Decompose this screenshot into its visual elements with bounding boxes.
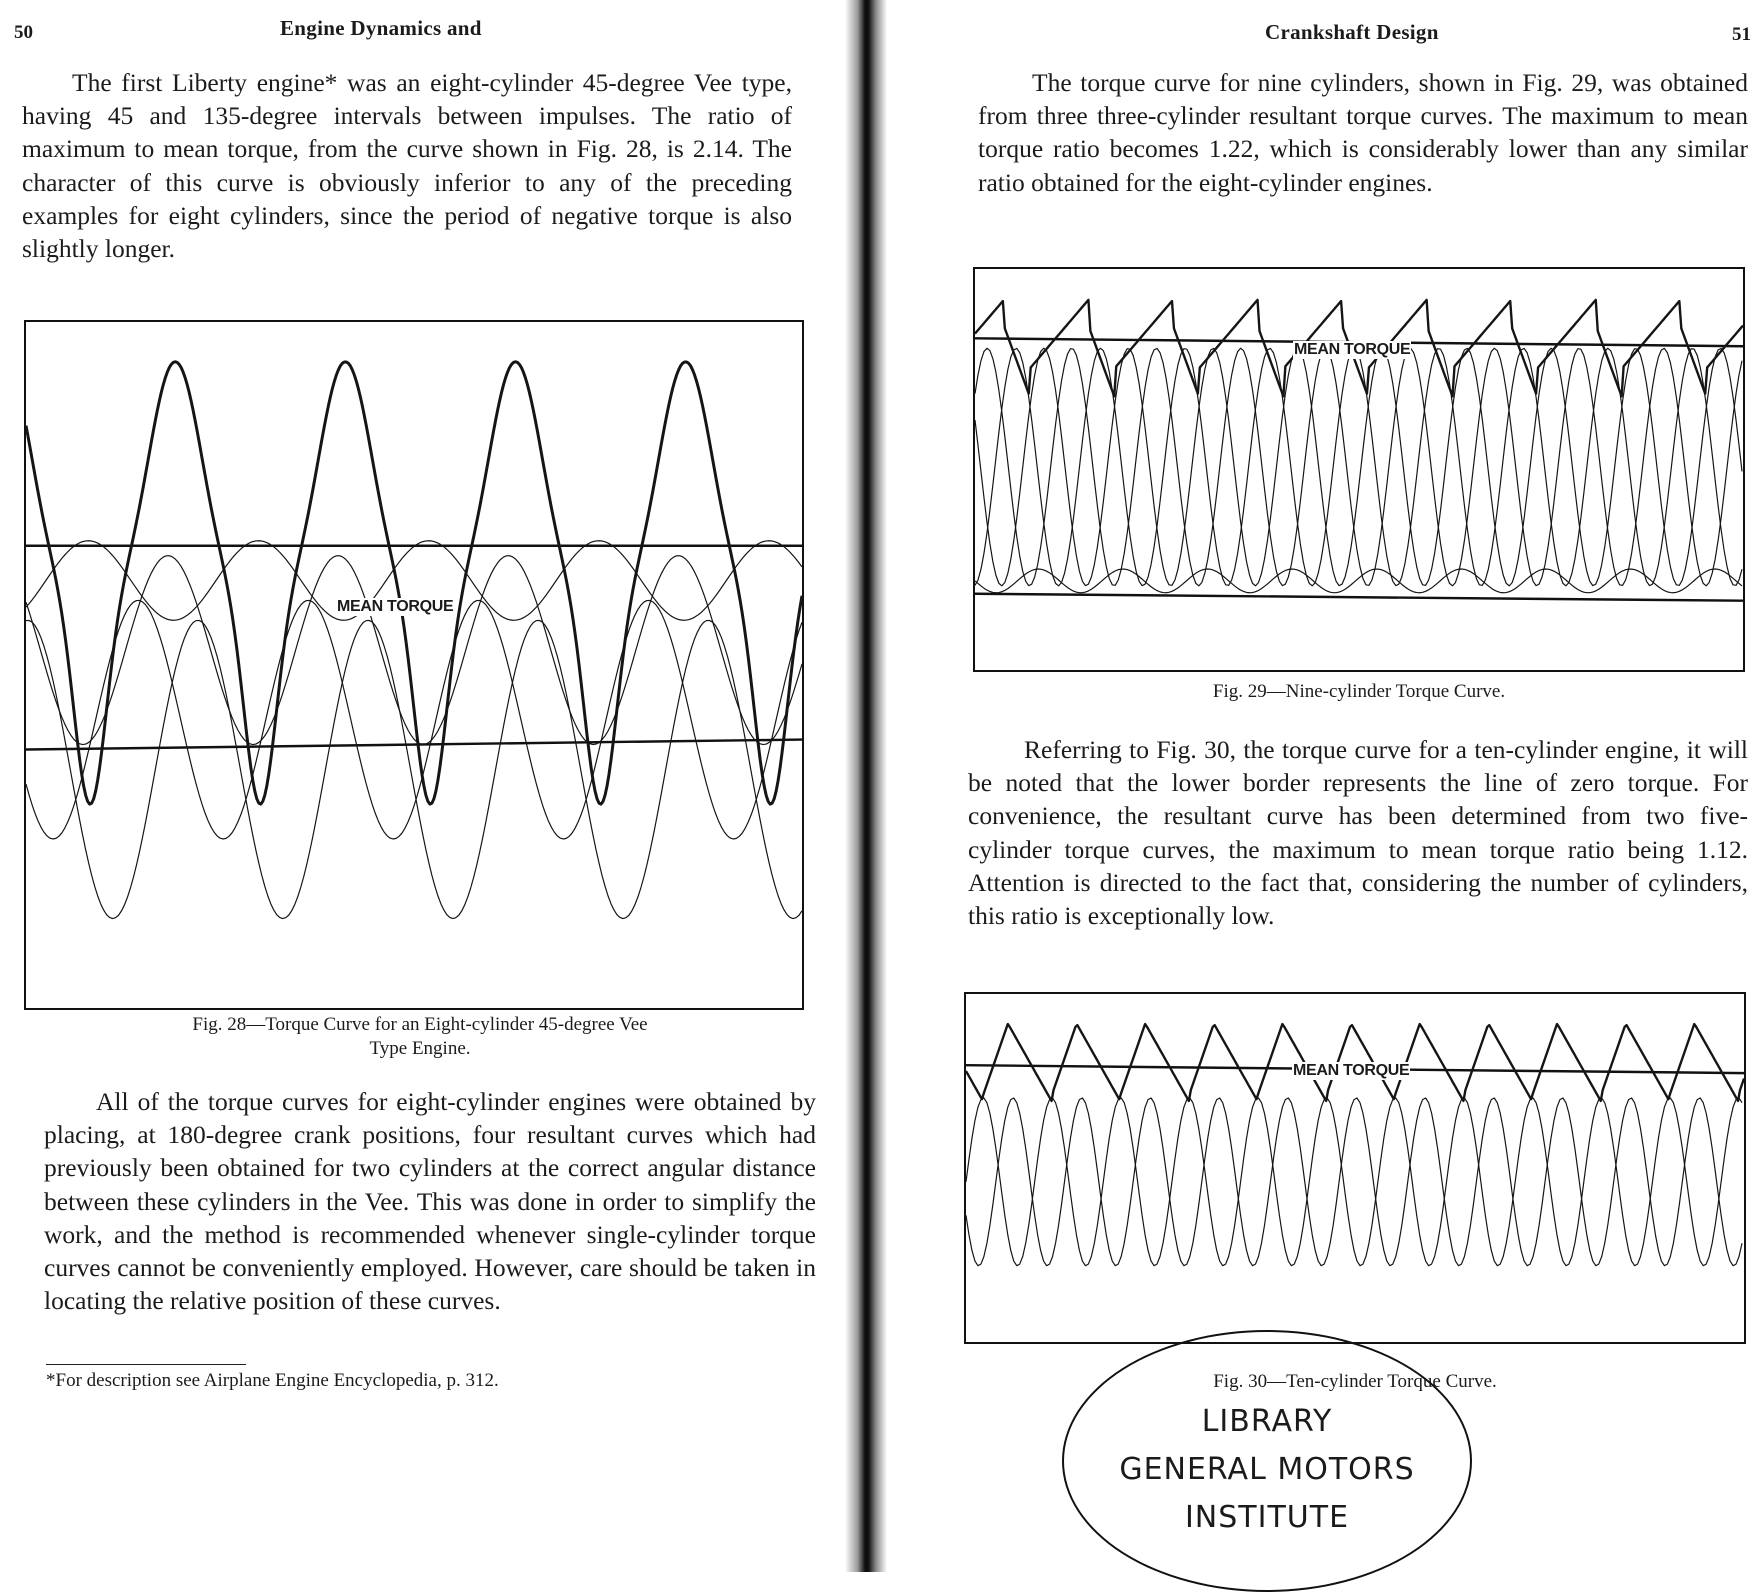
figure-28-torque-chart	[24, 320, 804, 1010]
page-number: 51	[1732, 24, 1751, 45]
mean-torque-label: MEAN TORQUE	[1294, 341, 1411, 358]
zero-torque-line	[975, 594, 1743, 601]
caption-line: Fig. 28—Torque Curve for an Eight-cylinder 45-degree Vee	[192, 1014, 648, 1035]
figure-29-torque-chart	[973, 267, 1745, 672]
figure-28-curves	[26, 322, 802, 1008]
paragraph: Referring to Fig. 30, the torque curve for a ten-cylinder engine, it will be noted that the lower border represents the line of zero torque. For convenience, the resultant curve has been determined from two five-cylinder torque curves, the maximum to mean torque ratio being 1.12. Attention is directed to the fact that, considering the number of cylinders, this ratio is exceptionally low.	[968, 735, 1748, 931]
mean-torque-label: MEAN TORQUE	[337, 598, 454, 615]
left-page	[0, 0, 860, 1572]
running-head: Engine Dynamics and	[280, 16, 482, 40]
footnote: *For description see Airplane Engine Encyclopedia, p. 312.	[46, 1370, 499, 1391]
mean-torque-label: MEAN TORQUE	[1293, 1062, 1410, 1079]
stamp-text: GENERAL MOTORS	[1119, 1452, 1415, 1487]
stamp-text: LIBRARY	[1201, 1404, 1333, 1439]
paragraph: The torque curve for nine cylinders, shown in Fig. 29, was obtained from three three-cylinder resultant torque curves. The maximum to mean torque ratio becomes 1.22, which is considerably lower than any similar ratio obtained for the eight-cylinder engines.	[978, 68, 1748, 197]
running-head: Crankshaft Design	[1265, 20, 1439, 44]
figure-caption: Fig. 30—Ten-cylinder Torque Curve.	[1213, 1371, 1497, 1392]
caption-line: Type Engine.	[369, 1038, 471, 1059]
page-number: 50	[14, 22, 33, 43]
paragraph: The first Liberty engine* was an eight-cylinder 45-degree Vee type, having 45 and 135-degree intervals between impulses. The ratio of maximum to mean torque, from the curve shown in Fig. 28, is 2.14. The character of this curve is obviously inferior to any of the preceding examples for eight cylinders, since the period of negative torque is also slightly longer.	[22, 68, 792, 264]
figure-30-curves	[966, 994, 1744, 1342]
figure-30-torque-chart	[964, 992, 1746, 1344]
zero-torque-line	[26, 740, 802, 750]
resultant-torque-curve	[26, 362, 802, 804]
figure-29-curves	[975, 269, 1743, 670]
component-curve	[26, 620, 802, 918]
library-stamp	[1062, 1330, 1472, 1592]
component-curve	[975, 348, 1742, 586]
stamp-text: INSTITUTE	[1184, 1500, 1350, 1535]
footnote-rule	[46, 1364, 246, 1365]
figure-caption: Fig. 29—Nine-cylinder Torque Curve.	[1212, 681, 1506, 702]
component-curve	[966, 1098, 1742, 1266]
figure-caption	[20, 1013, 820, 1061]
paragraph: All of the torque curves for eight-cylinder engines were obtained by placing, at 180-degree crank positions, four resultant curves which had previously been obtained for two cylinders at the correct angular distance between these cylinders in the Vee. This was done in order to simplify the work, and the method is recommended whenever single-cylinder torque curves cannot be conveniently employed. However, care should be taken in locating the relative position of these curves.	[44, 1087, 816, 1316]
component-curve	[966, 1098, 1742, 1266]
